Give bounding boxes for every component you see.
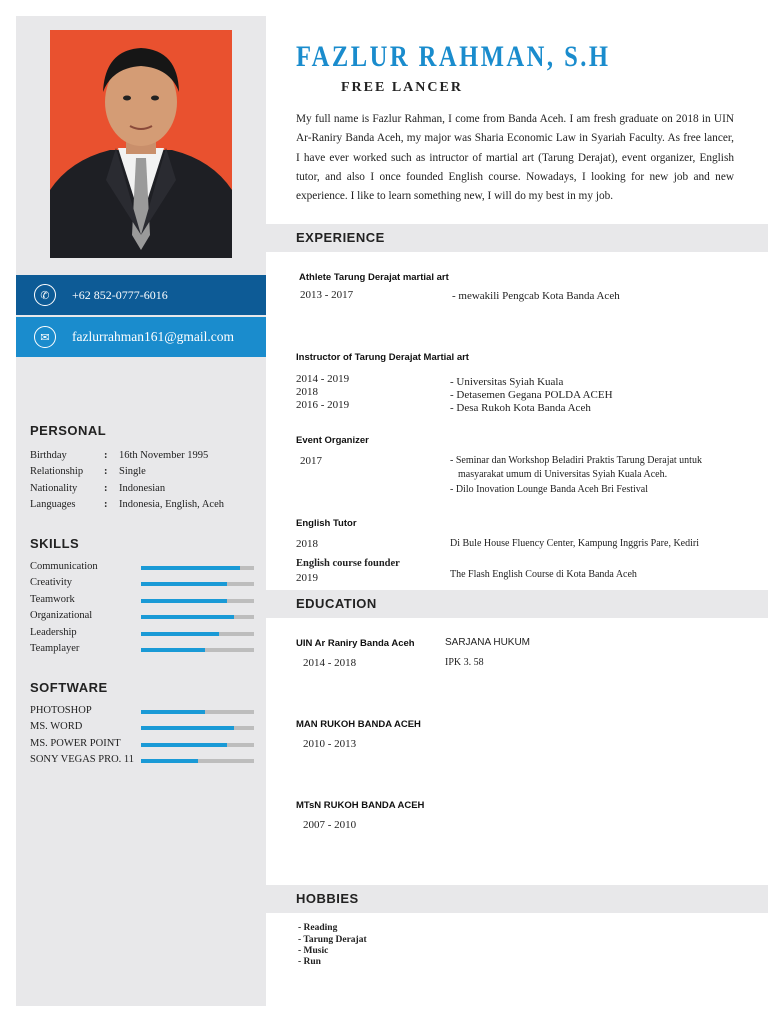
skill-bar bbox=[141, 648, 254, 652]
experience-heading: EXPERIENCE bbox=[296, 230, 385, 245]
profile-summary: My full name is Fazlur Rahman, I come from Banda Aceh. I am fresh graduate on 2018 in UIN Ar-Raniry Banda Aceh, my major was Sharia Economic Law in Syariah Faculty. As free lancer, I have ever worked such as intructor of martial art (Tarung Derajat), event organizer, English tutor, and also I once founded English course. Nowadays, I looking for new job and new experience. I like to learn something new, I will do my best in my job. bbox=[296, 113, 734, 203]
hobbies-section-bar bbox=[266, 885, 768, 913]
software-bar bbox=[141, 743, 254, 747]
skill-bar bbox=[141, 615, 254, 619]
personal-label: Birthday bbox=[30, 450, 67, 461]
skill-bar-fill bbox=[141, 648, 205, 652]
experience-years: 2013 - 2017 bbox=[300, 289, 354, 301]
experience-title: English Tutor bbox=[296, 518, 357, 529]
experience-years: 2019 bbox=[296, 572, 318, 584]
software-bar bbox=[141, 710, 254, 714]
person-name: FAZLUR RAHMAN, S.H bbox=[296, 40, 611, 73]
skill-label: Leadership bbox=[30, 627, 77, 638]
experience-detail: masyarakat umum di Universitas Syiah Kuala Aceh. bbox=[458, 469, 668, 480]
software-bar-fill bbox=[141, 743, 227, 747]
experience-title: Athlete Tarung Derajat martial art bbox=[299, 272, 449, 283]
software-label: PHOTOSHOP bbox=[30, 705, 92, 716]
skill-label: Creativity bbox=[30, 577, 72, 588]
personal-label: Nationality bbox=[30, 483, 78, 494]
hobbies-heading: HOBBIES bbox=[296, 891, 359, 906]
experience-detail: - Dilo Inovation Lounge Banda Aceh Bri Festival bbox=[450, 484, 649, 495]
software-label: MS. POWER POINT bbox=[30, 738, 121, 749]
skill-row bbox=[30, 577, 260, 593]
experience-detail: Di Bule House Fluency Center, Kampung Inggris Pare, Kediri bbox=[450, 538, 699, 549]
phone-bar[interactable] bbox=[16, 275, 266, 315]
education-years: 2007 - 2010 bbox=[303, 819, 357, 831]
software-bar-fill bbox=[141, 710, 205, 714]
software-bar bbox=[141, 759, 254, 763]
experience-years: 2018 bbox=[296, 538, 318, 550]
skill-row bbox=[30, 561, 260, 577]
software-row bbox=[30, 754, 260, 770]
education-years: 2010 - 2013 bbox=[303, 738, 357, 750]
hobby-item: - Music bbox=[298, 946, 329, 956]
experience-title: Event Organizer bbox=[296, 435, 369, 446]
personal-value: Indonesian bbox=[119, 483, 166, 494]
education-years: 2014 - 2018 bbox=[303, 657, 357, 669]
skill-bar bbox=[141, 582, 254, 586]
experience-years: 2018 bbox=[296, 386, 318, 398]
skill-row bbox=[30, 610, 260, 626]
software-heading: SOFTWARE bbox=[30, 680, 108, 695]
personal-value: 16th November 1995 bbox=[119, 450, 209, 461]
hobby-item: - Reading bbox=[298, 923, 338, 933]
skills-heading: SKILLS bbox=[30, 536, 80, 551]
personal-heading: PERSONAL bbox=[30, 423, 107, 438]
skill-row bbox=[30, 643, 260, 659]
personal-row bbox=[30, 450, 260, 466]
experience-detail: - mewakili Pengcab Kota Banda Aceh bbox=[452, 290, 620, 302]
skill-row bbox=[30, 627, 260, 643]
personal-label: Languages bbox=[30, 499, 76, 510]
software-bar bbox=[141, 726, 254, 730]
skill-bar-fill bbox=[141, 632, 219, 636]
skill-row bbox=[30, 594, 260, 610]
experience-detail: - Desa Rukoh Kota Banda Aceh bbox=[450, 402, 591, 414]
personal-row bbox=[30, 499, 260, 515]
email-bar[interactable] bbox=[16, 317, 266, 357]
software-row bbox=[30, 738, 260, 754]
hobby-item: - Tarung Derajat bbox=[298, 935, 367, 945]
personal-row bbox=[30, 483, 260, 499]
education-section-bar bbox=[266, 590, 768, 618]
experience-detail: - Universitas Syiah Kuala bbox=[450, 376, 564, 388]
skill-bar-fill bbox=[141, 582, 227, 586]
skill-label: Teamplayer bbox=[30, 643, 80, 654]
education-school: MTsN RUKOH BANDA ACEH bbox=[296, 800, 425, 811]
personal-value: Single bbox=[119, 466, 146, 477]
skill-bar bbox=[141, 566, 254, 570]
profile-photo bbox=[50, 30, 232, 258]
education-school: MAN RUKOH BANDA ACEH bbox=[296, 719, 421, 730]
experience-detail: - Detasemen Gegana POLDA ACEH bbox=[450, 389, 613, 401]
experience-section-bar bbox=[266, 224, 768, 252]
email-address[interactable]: fazlurrahman161@gmail.com bbox=[72, 329, 234, 344]
personal-colon: : bbox=[104, 466, 108, 477]
education-school: UIN Ar Raniry Banda Aceh bbox=[296, 638, 415, 649]
personal-value: Indonesia, English, Aceh bbox=[119, 499, 224, 510]
phone-number[interactable]: +62 852-0777-6016 bbox=[72, 287, 168, 302]
software-label: SONY VEGAS PRO. 11 bbox=[30, 754, 135, 765]
experience-title: Instructor of Tarung Derajat Martial art bbox=[296, 352, 469, 363]
personal-colon: : bbox=[104, 483, 108, 494]
phone-icon: ✆ bbox=[34, 284, 56, 306]
software-bar-fill bbox=[141, 759, 198, 763]
skill-bar bbox=[141, 632, 254, 636]
experience-title: English course founder bbox=[296, 558, 400, 569]
experience-years: 2017 bbox=[300, 455, 322, 467]
skill-bar-fill bbox=[141, 615, 234, 619]
skill-label: Organizational bbox=[30, 610, 93, 621]
personal-colon: : bbox=[104, 499, 108, 510]
skill-label: Teamwork bbox=[30, 594, 75, 605]
job-title: FREE LANCER bbox=[341, 80, 463, 95]
personal-label: Relationship bbox=[30, 466, 84, 477]
software-row bbox=[30, 705, 260, 721]
experience-detail: The Flash English Course di Kota Banda Aceh bbox=[450, 569, 637, 580]
experience-years: 2016 - 2019 bbox=[296, 399, 350, 411]
education-degree: SARJANA HUKUM bbox=[445, 637, 531, 648]
education-heading: EDUCATION bbox=[296, 596, 377, 611]
personal-colon: : bbox=[104, 450, 108, 461]
software-row bbox=[30, 721, 260, 737]
personal-row bbox=[30, 466, 260, 482]
skill-bar-fill bbox=[141, 599, 227, 603]
software-label: MS. WORD bbox=[30, 721, 83, 732]
education-gpa: IPK 3. 58 bbox=[445, 657, 484, 668]
experience-years: 2014 - 2019 bbox=[296, 373, 350, 385]
skill-label: Communication bbox=[30, 561, 98, 572]
mail-icon: ✉ bbox=[34, 326, 56, 348]
skill-bar bbox=[141, 599, 254, 603]
hobby-item: - Run bbox=[298, 957, 321, 967]
software-bar-fill bbox=[141, 726, 234, 730]
experience-detail: - Seminar dan Workshop Beladiri Praktis Tarung Derajat untuk bbox=[450, 455, 702, 466]
skill-bar-fill bbox=[141, 566, 240, 570]
